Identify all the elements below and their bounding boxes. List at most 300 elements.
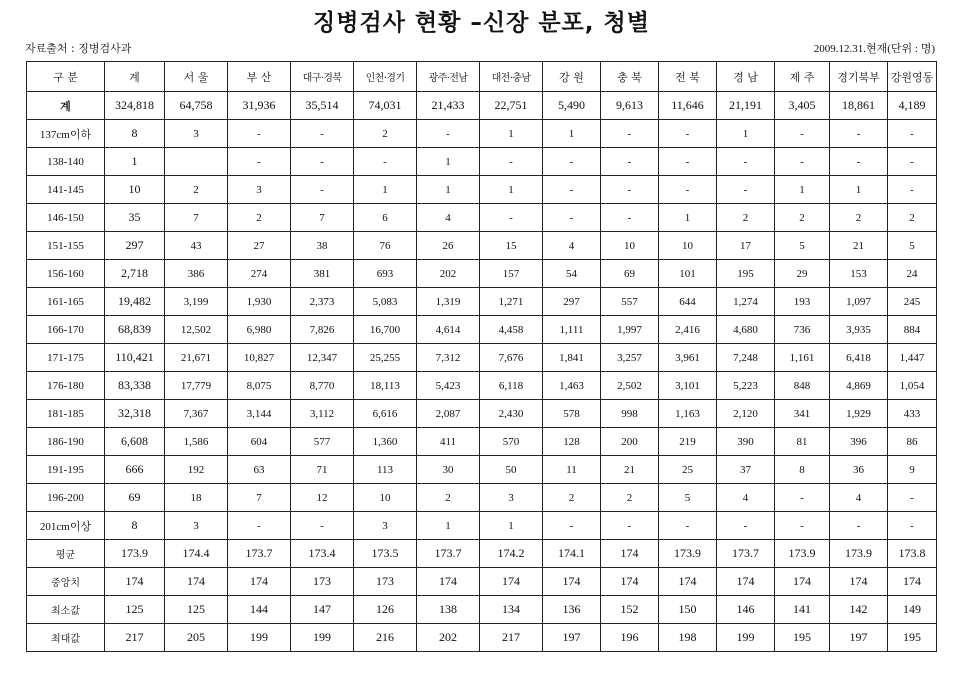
row-label: 171-175 xyxy=(27,344,105,372)
table-cell: 736 xyxy=(775,316,830,344)
table-cell: 1,271 xyxy=(480,288,543,316)
column-header: 경기북부 xyxy=(830,62,888,92)
table-cell: 2 xyxy=(717,204,775,232)
row-label: 계 xyxy=(27,92,105,120)
table-cell: 12,347 xyxy=(291,344,354,372)
table-cell: 174 xyxy=(165,568,228,596)
table-row xyxy=(27,232,937,260)
table-cell: 193 xyxy=(775,288,830,316)
table-cell: - xyxy=(291,512,354,540)
table-cell: 4 xyxy=(830,484,888,512)
table-cell: 18,861 xyxy=(830,92,888,120)
table-cell: 4,189 xyxy=(888,92,937,120)
table-cell: 174 xyxy=(543,568,601,596)
table-cell: 217 xyxy=(480,624,543,652)
table-cell: 10 xyxy=(601,232,659,260)
table-cell: 174 xyxy=(830,568,888,596)
table-cell: 9 xyxy=(888,456,937,484)
table-cell: 173 xyxy=(291,568,354,596)
table-cell: - xyxy=(543,512,601,540)
table-cell: 1 xyxy=(417,176,480,204)
table-cell: 390 xyxy=(717,428,775,456)
table-cell: 1,111 xyxy=(543,316,601,344)
row-label: 156-160 xyxy=(27,260,105,288)
table-row xyxy=(27,624,937,652)
table-cell: - xyxy=(659,176,717,204)
table-cell: 3,405 xyxy=(775,92,830,120)
table-cell: - xyxy=(775,120,830,148)
column-header: 광주·전남 xyxy=(417,62,480,92)
table-cell: 1,586 xyxy=(165,428,228,456)
table-cell: 32,318 xyxy=(105,400,165,428)
table-cell: 138 xyxy=(417,596,480,624)
table-cell: 173.7 xyxy=(228,540,291,568)
table-cell: 3,144 xyxy=(228,400,291,428)
table-cell: - xyxy=(830,148,888,176)
table-cell: 6,616 xyxy=(354,400,417,428)
table-cell: 196 xyxy=(601,624,659,652)
table-cell: 134 xyxy=(480,596,543,624)
table-cell: 998 xyxy=(601,400,659,428)
date-unit-note: 2009.12.31.현재(단위 : 명) xyxy=(813,43,935,55)
table-cell: 4 xyxy=(417,204,480,232)
table-cell: - xyxy=(775,512,830,540)
table-cell: 219 xyxy=(659,428,717,456)
table-row xyxy=(27,204,937,232)
table-cell: - xyxy=(717,148,775,176)
table-cell: 15 xyxy=(480,232,543,260)
table-cell: 3 xyxy=(354,512,417,540)
table-cell: 7 xyxy=(165,204,228,232)
table-cell: 2 xyxy=(228,204,291,232)
table-cell: 21 xyxy=(601,456,659,484)
row-label: 최대값 xyxy=(27,624,105,652)
column-header: 부 산 xyxy=(228,62,291,92)
table-cell: 884 xyxy=(888,316,937,344)
table-cell: - xyxy=(543,176,601,204)
table-row xyxy=(27,344,937,372)
table-cell: 848 xyxy=(775,372,830,400)
table-cell: 216 xyxy=(354,624,417,652)
table-row xyxy=(27,400,937,428)
table-cell: 174 xyxy=(888,568,937,596)
table-cell: - xyxy=(601,204,659,232)
table-cell: 1,929 xyxy=(830,400,888,428)
table-cell: 173.9 xyxy=(775,540,830,568)
table-cell: - xyxy=(888,176,937,204)
table-cell: 11 xyxy=(543,456,601,484)
table-cell: 666 xyxy=(105,456,165,484)
table-cell: - xyxy=(775,484,830,512)
table-cell: 174 xyxy=(717,568,775,596)
table-cell: 8 xyxy=(105,512,165,540)
table-cell: 136 xyxy=(543,596,601,624)
column-header: 경 남 xyxy=(717,62,775,92)
table-cell: 604 xyxy=(228,428,291,456)
table-cell: 2,087 xyxy=(417,400,480,428)
table-cell: 25,255 xyxy=(354,344,417,372)
table-cell: 8,770 xyxy=(291,372,354,400)
table-cell: - xyxy=(291,120,354,148)
row-label: 141-145 xyxy=(27,176,105,204)
table-cell: 1,161 xyxy=(775,344,830,372)
table-cell: 192 xyxy=(165,456,228,484)
column-header: 인천·경기 xyxy=(354,62,417,92)
table-cell: - xyxy=(228,512,291,540)
table-cell: 12,502 xyxy=(165,316,228,344)
table-cell: 174 xyxy=(775,568,830,596)
table-cell: 1,841 xyxy=(543,344,601,372)
table-cell: 1,447 xyxy=(888,344,937,372)
row-label: 137cm이하 xyxy=(27,120,105,148)
table-cell: 10 xyxy=(354,484,417,512)
table-cell: 174.2 xyxy=(480,540,543,568)
table-cell: 16,700 xyxy=(354,316,417,344)
table-cell: 5,490 xyxy=(543,92,601,120)
table-row xyxy=(27,120,937,148)
column-header: 계 xyxy=(105,62,165,92)
table-cell: 141 xyxy=(775,596,830,624)
table-cell: 1,054 xyxy=(888,372,937,400)
table-cell: 1,930 xyxy=(228,288,291,316)
table-cell: 54 xyxy=(543,260,601,288)
table-row xyxy=(27,176,937,204)
table-row xyxy=(27,428,937,456)
table-cell: 7,248 xyxy=(717,344,775,372)
table-cell: 3,199 xyxy=(165,288,228,316)
table-cell: - xyxy=(601,176,659,204)
table-cell: 199 xyxy=(228,624,291,652)
table-cell: 1 xyxy=(480,512,543,540)
table-cell: 577 xyxy=(291,428,354,456)
column-header: 제 주 xyxy=(775,62,830,92)
table-cell: - xyxy=(717,176,775,204)
column-header: 충 북 xyxy=(601,62,659,92)
table-cell: 142 xyxy=(830,596,888,624)
table-cell: 6,118 xyxy=(480,372,543,400)
table-cell: 3,961 xyxy=(659,344,717,372)
table-cell: 37 xyxy=(717,456,775,484)
table-cell: 3,935 xyxy=(830,316,888,344)
table-cell: 195 xyxy=(775,624,830,652)
table-cell: - xyxy=(775,148,830,176)
table-cell: 101 xyxy=(659,260,717,288)
table-cell: 217 xyxy=(105,624,165,652)
table-cell: 4 xyxy=(543,232,601,260)
table-cell: 433 xyxy=(888,400,937,428)
table-cell: 396 xyxy=(830,428,888,456)
table-cell: 83,338 xyxy=(105,372,165,400)
table-cell: 173.8 xyxy=(888,540,937,568)
table-cell: 174 xyxy=(601,540,659,568)
table-cell: 125 xyxy=(105,596,165,624)
table-cell: 22,751 xyxy=(480,92,543,120)
table-cell: 3,112 xyxy=(291,400,354,428)
table-cell: 195 xyxy=(888,624,937,652)
table-cell: - xyxy=(888,148,937,176)
table-cell: - xyxy=(228,148,291,176)
table-cell: 7 xyxy=(228,484,291,512)
table-cell: 3 xyxy=(165,120,228,148)
table-cell: 341 xyxy=(775,400,830,428)
table-cell: 3,257 xyxy=(601,344,659,372)
row-label: 138-140 xyxy=(27,148,105,176)
table-cell: 25 xyxy=(659,456,717,484)
table-cell: 7 xyxy=(291,204,354,232)
table-cell: - xyxy=(659,148,717,176)
table-cell: - xyxy=(417,120,480,148)
table-cell: 198 xyxy=(659,624,717,652)
table-cell: 2 xyxy=(601,484,659,512)
table-cell: 69 xyxy=(105,484,165,512)
table-cell: 11,646 xyxy=(659,92,717,120)
table-cell: 1 xyxy=(480,120,543,148)
table-cell: 1,163 xyxy=(659,400,717,428)
table-cell: 2,416 xyxy=(659,316,717,344)
table-cell: 1,463 xyxy=(543,372,601,400)
table-cell: 24 xyxy=(888,260,937,288)
table-cell: 3,101 xyxy=(659,372,717,400)
table-cell: 36 xyxy=(830,456,888,484)
table-cell: 381 xyxy=(291,260,354,288)
table-cell: 1,360 xyxy=(354,428,417,456)
table-cell: 202 xyxy=(417,260,480,288)
table-cell: 174 xyxy=(659,568,717,596)
table-cell: - xyxy=(888,484,937,512)
row-label: 196-200 xyxy=(27,484,105,512)
table-cell: 1 xyxy=(354,176,417,204)
table-cell: 174.4 xyxy=(165,540,228,568)
table-cell: 5 xyxy=(888,232,937,260)
table-cell: 7,367 xyxy=(165,400,228,428)
table-cell: 128 xyxy=(543,428,601,456)
table-row xyxy=(27,148,937,176)
table-cell: 149 xyxy=(888,596,937,624)
table-cell: 174 xyxy=(105,568,165,596)
table-cell xyxy=(165,148,228,176)
column-header-category: 구 분 xyxy=(27,62,105,92)
table-cell: 21 xyxy=(830,232,888,260)
table-cell: 50 xyxy=(480,456,543,484)
row-label: 161-165 xyxy=(27,288,105,316)
table-cell: - xyxy=(228,120,291,148)
table-cell: 35,514 xyxy=(291,92,354,120)
table-cell: - xyxy=(830,512,888,540)
table-cell: 2,502 xyxy=(601,372,659,400)
table-cell: - xyxy=(717,512,775,540)
table-cell: 1 xyxy=(417,512,480,540)
table-cell: 9,613 xyxy=(601,92,659,120)
table-cell: 205 xyxy=(165,624,228,652)
table-row xyxy=(27,484,937,512)
table-cell: 43 xyxy=(165,232,228,260)
table-cell: 3 xyxy=(480,484,543,512)
table-cell: 324,818 xyxy=(105,92,165,120)
table-cell: 146 xyxy=(717,596,775,624)
table-cell: 274 xyxy=(228,260,291,288)
table-cell: 1 xyxy=(830,176,888,204)
table-cell: 29 xyxy=(775,260,830,288)
table-cell: - xyxy=(601,512,659,540)
row-label: 151-155 xyxy=(27,232,105,260)
table-row xyxy=(27,260,937,288)
table-cell: 199 xyxy=(291,624,354,652)
table-cell: 68,839 xyxy=(105,316,165,344)
table-cell: 197 xyxy=(830,624,888,652)
table-cell: 174 xyxy=(480,568,543,596)
table-cell: 173.9 xyxy=(105,540,165,568)
table-cell: 2,120 xyxy=(717,400,775,428)
table-cell: 4,458 xyxy=(480,316,543,344)
table-cell: 1,997 xyxy=(601,316,659,344)
table-cell: 195 xyxy=(717,260,775,288)
table-cell: 1,097 xyxy=(830,288,888,316)
table-cell: 150 xyxy=(659,596,717,624)
table-cell: - xyxy=(830,120,888,148)
table-cell: 297 xyxy=(543,288,601,316)
table-cell: - xyxy=(354,148,417,176)
table-cell: - xyxy=(888,120,937,148)
table-cell: 5,223 xyxy=(717,372,775,400)
table-cell: 4,680 xyxy=(717,316,775,344)
table-cell: 110,421 xyxy=(105,344,165,372)
column-header: 대구·경북 xyxy=(291,62,354,92)
table-cell: 644 xyxy=(659,288,717,316)
row-label: 181-185 xyxy=(27,400,105,428)
row-label: 186-190 xyxy=(27,428,105,456)
table-cell: 1 xyxy=(659,204,717,232)
table-cell: 12 xyxy=(291,484,354,512)
table-cell: 173.9 xyxy=(830,540,888,568)
source-note: 자료출처 : 징병검사과 xyxy=(25,42,132,55)
column-header: 전 북 xyxy=(659,62,717,92)
table-cell: 38 xyxy=(291,232,354,260)
row-label: 146-150 xyxy=(27,204,105,232)
row-label: 166-170 xyxy=(27,316,105,344)
table-cell: - xyxy=(601,120,659,148)
table-cell: 578 xyxy=(543,400,601,428)
table-cell: - xyxy=(601,148,659,176)
column-header: 강원영동 xyxy=(888,62,937,92)
table-cell: - xyxy=(480,148,543,176)
table-cell: 7,312 xyxy=(417,344,480,372)
table-cell: 10 xyxy=(105,176,165,204)
table-cell: 35 xyxy=(105,204,165,232)
table-cell: 202 xyxy=(417,624,480,652)
table-cell: 173.9 xyxy=(659,540,717,568)
table-cell: 5,083 xyxy=(354,288,417,316)
table-cell: - xyxy=(291,176,354,204)
table-row xyxy=(27,512,937,540)
table-cell: 2 xyxy=(775,204,830,232)
table-cell: - xyxy=(543,148,601,176)
table-cell: - xyxy=(543,204,601,232)
table-cell: 125 xyxy=(165,596,228,624)
table-cell: 173.7 xyxy=(717,540,775,568)
column-header: 강 원 xyxy=(543,62,601,92)
table-cell: 174 xyxy=(228,568,291,596)
height-distribution-table xyxy=(26,61,937,652)
table-cell: 1 xyxy=(480,176,543,204)
table-cell: 81 xyxy=(775,428,830,456)
row-label: 201cm이상 xyxy=(27,512,105,540)
table-cell: 2 xyxy=(165,176,228,204)
table-cell: 6,418 xyxy=(830,344,888,372)
table-cell: 126 xyxy=(354,596,417,624)
table-cell: 17 xyxy=(717,232,775,260)
table-cell: 1,319 xyxy=(417,288,480,316)
table-row xyxy=(27,596,937,624)
column-header: 서 울 xyxy=(165,62,228,92)
table-cell: 5 xyxy=(659,484,717,512)
table-cell: 7,676 xyxy=(480,344,543,372)
table-cell: 21,433 xyxy=(417,92,480,120)
document-title: 징병검사 현황 –신장 분포, 청별 xyxy=(313,10,650,36)
table-cell: 76 xyxy=(354,232,417,260)
table-cell: 245 xyxy=(888,288,937,316)
table-cell: 2,373 xyxy=(291,288,354,316)
table-cell: 113 xyxy=(354,456,417,484)
table-header-row xyxy=(27,62,937,92)
total-row xyxy=(27,92,937,120)
table-cell: 3 xyxy=(165,512,228,540)
table-cell: 63 xyxy=(228,456,291,484)
table-cell: 2 xyxy=(417,484,480,512)
table-cell: 31,936 xyxy=(228,92,291,120)
table-cell: 197 xyxy=(543,624,601,652)
table-cell: - xyxy=(659,512,717,540)
table-cell: 570 xyxy=(480,428,543,456)
table-cell: 17,779 xyxy=(165,372,228,400)
table-cell: 174 xyxy=(601,568,659,596)
table-cell: 174.1 xyxy=(543,540,601,568)
row-label: 최소값 xyxy=(27,596,105,624)
table-row xyxy=(27,372,937,400)
table-cell: - xyxy=(480,204,543,232)
table-cell: 411 xyxy=(417,428,480,456)
table-cell: 8 xyxy=(775,456,830,484)
table-cell: 4,614 xyxy=(417,316,480,344)
table-cell: 3 xyxy=(228,176,291,204)
table-cell: 1,274 xyxy=(717,288,775,316)
table-cell: 8,075 xyxy=(228,372,291,400)
table-cell: 1 xyxy=(775,176,830,204)
table-cell: 64,758 xyxy=(165,92,228,120)
table-cell: - xyxy=(659,120,717,148)
table-cell: 4 xyxy=(717,484,775,512)
table-cell: 557 xyxy=(601,288,659,316)
table-cell: 8 xyxy=(105,120,165,148)
table-cell: 69 xyxy=(601,260,659,288)
table-cell: 1 xyxy=(717,120,775,148)
table-cell: 174 xyxy=(417,568,480,596)
table-cell: 2,430 xyxy=(480,400,543,428)
table-cell: - xyxy=(888,512,937,540)
table-cell: 173 xyxy=(354,568,417,596)
table-cell: 157 xyxy=(480,260,543,288)
table-row xyxy=(27,540,937,568)
table-cell: 1 xyxy=(543,120,601,148)
table-cell: 27 xyxy=(228,232,291,260)
table-cell: 74,031 xyxy=(354,92,417,120)
table-cell: 200 xyxy=(601,428,659,456)
table-cell: 297 xyxy=(105,232,165,260)
table-cell: 10,827 xyxy=(228,344,291,372)
table-body xyxy=(27,92,937,652)
table-row xyxy=(27,568,937,596)
table-cell: 1 xyxy=(417,148,480,176)
table-row xyxy=(27,456,937,484)
